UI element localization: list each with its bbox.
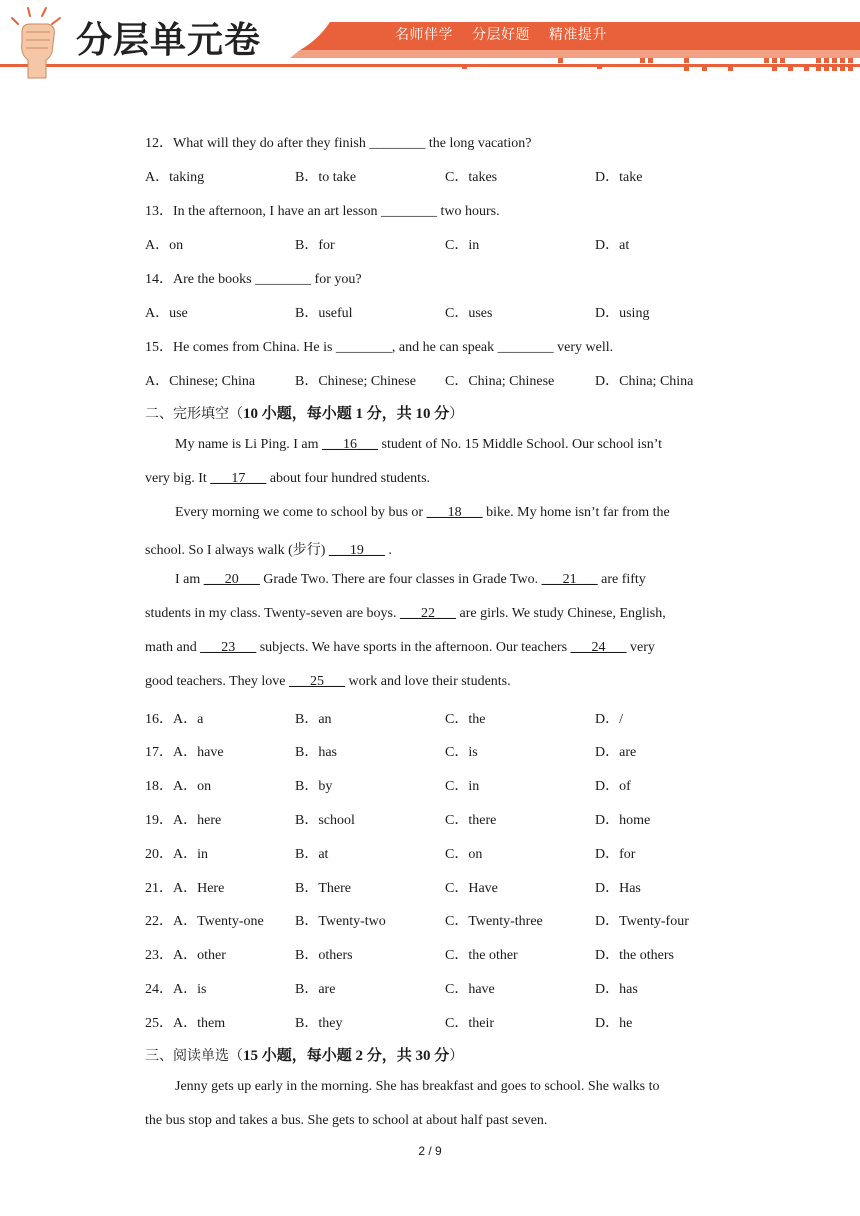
option: A．Chinese; China bbox=[145, 374, 256, 389]
option: D．using bbox=[595, 306, 650, 321]
blank-23: ___23___ bbox=[200, 640, 257, 655]
option: B．Chinese; Chinese bbox=[295, 374, 416, 389]
option: C．have bbox=[445, 982, 495, 997]
option: 21．A．Here bbox=[145, 881, 225, 896]
reading-line: Jenny gets up early in the morning. She has breakfast and goes to school. She walks to bbox=[175, 1079, 660, 1094]
option: B．Twenty-two bbox=[295, 914, 386, 929]
blank-21: ___21___ bbox=[541, 572, 598, 587]
option: 23．A．other bbox=[145, 948, 226, 963]
cloze-line: students in my class. Twenty-seven are boys. ___22___ are girls. We study Chinese, English, bbox=[145, 606, 666, 621]
option: B．for bbox=[295, 238, 335, 253]
option: C．their bbox=[445, 1016, 494, 1031]
page-number: 2 / 9 bbox=[418, 1144, 442, 1158]
option: C．China; Chinese bbox=[445, 374, 555, 389]
option: B．has bbox=[295, 745, 337, 760]
option: D．of bbox=[595, 779, 631, 794]
option: D．are bbox=[595, 745, 637, 760]
option: D．the others bbox=[595, 948, 674, 963]
reading-line: the bus stop and takes a bus. She gets to school at about half past seven. bbox=[145, 1113, 548, 1128]
option: D．he bbox=[595, 1016, 633, 1031]
question-stem: 13．In the afternoon, I have an art lesson ________ two hours. bbox=[145, 204, 500, 219]
option: C．the other bbox=[445, 948, 518, 963]
option: B．are bbox=[295, 982, 336, 997]
option: 17．A．have bbox=[145, 745, 224, 760]
cloze-line: good teachers. They love ___25___ work and love their students. bbox=[145, 674, 511, 689]
cloze-line: very big. It ___17___ about four hundred students. bbox=[145, 471, 431, 486]
option: C．in bbox=[445, 779, 480, 794]
cloze-line: Every morning we come to school by bus or ___18___ bike. My home isn’t far from the bbox=[175, 505, 670, 520]
question-stem: 14．Are the books ________ for you? bbox=[145, 272, 362, 287]
slogan-2: 分层好题 bbox=[471, 27, 530, 43]
option: C．there bbox=[445, 813, 497, 828]
option: B．school bbox=[295, 813, 355, 828]
option: C．Have bbox=[445, 881, 498, 896]
option: C．the bbox=[445, 712, 486, 727]
option: A．on bbox=[145, 238, 184, 253]
option: B．useful bbox=[295, 306, 353, 321]
option: B．There bbox=[295, 881, 351, 896]
option: B．an bbox=[295, 712, 332, 727]
blank-18: ___18___ bbox=[426, 505, 483, 520]
question-stem: 15．He comes from China. He is ________, and he can speak ________ very well. bbox=[145, 340, 614, 355]
section-heading-reading: 三、阅读单选（15 小题，每小题 2 分，共 30 分） bbox=[145, 1048, 464, 1064]
option: 20．A．in bbox=[145, 847, 208, 862]
option: A．taking bbox=[145, 170, 205, 185]
cloze-line: math and ___23___ subjects. We have sports in the afternoon. Our teachers ___24___ very bbox=[145, 640, 655, 655]
option: C．is bbox=[445, 745, 478, 760]
option: D．has bbox=[595, 982, 638, 997]
option: D．/ bbox=[595, 712, 623, 727]
fist-logo-icon bbox=[8, 2, 68, 80]
option: C．Twenty-three bbox=[445, 914, 543, 929]
option: C．uses bbox=[445, 306, 493, 321]
blank-22: ___22___ bbox=[400, 606, 456, 621]
option: D．home bbox=[595, 813, 651, 828]
option: B．others bbox=[295, 948, 353, 963]
cloze-line: school. So I always walk (步行) ___19___ . bbox=[145, 543, 392, 558]
section-heading-cloze: 二、完形填空（10 小题，每小题 1 分，共 10 分） bbox=[145, 406, 464, 422]
slogan-3: 精准提升 bbox=[548, 27, 607, 43]
option: D．take bbox=[595, 170, 643, 185]
option: C．takes bbox=[445, 170, 498, 185]
option: D．China; China bbox=[595, 374, 694, 389]
cloze-line: My name is Li Ping. I am ___16___ student of No. 15 Middle School. Our school isn’t bbox=[175, 437, 663, 452]
option: 25．A．them bbox=[145, 1016, 226, 1031]
option: 19．A．here bbox=[145, 813, 222, 828]
blank-25: ___25___ bbox=[288, 674, 345, 689]
option: A．use bbox=[145, 306, 188, 321]
header-slogans bbox=[395, 24, 621, 44]
option: B．to take bbox=[295, 170, 357, 185]
option: B．they bbox=[295, 1016, 343, 1031]
page-header bbox=[0, 0, 860, 80]
option: B．by bbox=[295, 779, 333, 794]
blank-17: ___17___ bbox=[210, 471, 267, 486]
option: D．at bbox=[595, 238, 630, 253]
brand-title: 分层单元卷 bbox=[76, 20, 262, 61]
blank-19: ___19___ bbox=[328, 543, 385, 558]
blank-24: ___24___ bbox=[570, 640, 627, 655]
option: B．at bbox=[295, 847, 329, 862]
option: D．Twenty-four bbox=[595, 914, 689, 929]
option: 18．A．on bbox=[145, 779, 212, 794]
question-stem: 12．What will they do after they finish ________ the long vacation? bbox=[145, 136, 532, 151]
cloze-line: I am ___20___ Grade Two. There are four classes in Grade Two. ___21___ are fifty bbox=[175, 572, 646, 587]
blank-16: ___16___ bbox=[322, 437, 378, 452]
option: C．on bbox=[445, 847, 483, 862]
option: 22．A．Twenty-one bbox=[145, 914, 264, 929]
option: D．Has bbox=[595, 881, 641, 896]
blank-20: ___20___ bbox=[203, 572, 260, 587]
option: C．in bbox=[445, 238, 480, 253]
option: D．for bbox=[595, 847, 636, 862]
option: 24．A．is bbox=[145, 982, 207, 997]
slogan-1: 名师伴学 bbox=[395, 27, 453, 43]
option: 16．A．a bbox=[145, 712, 204, 727]
